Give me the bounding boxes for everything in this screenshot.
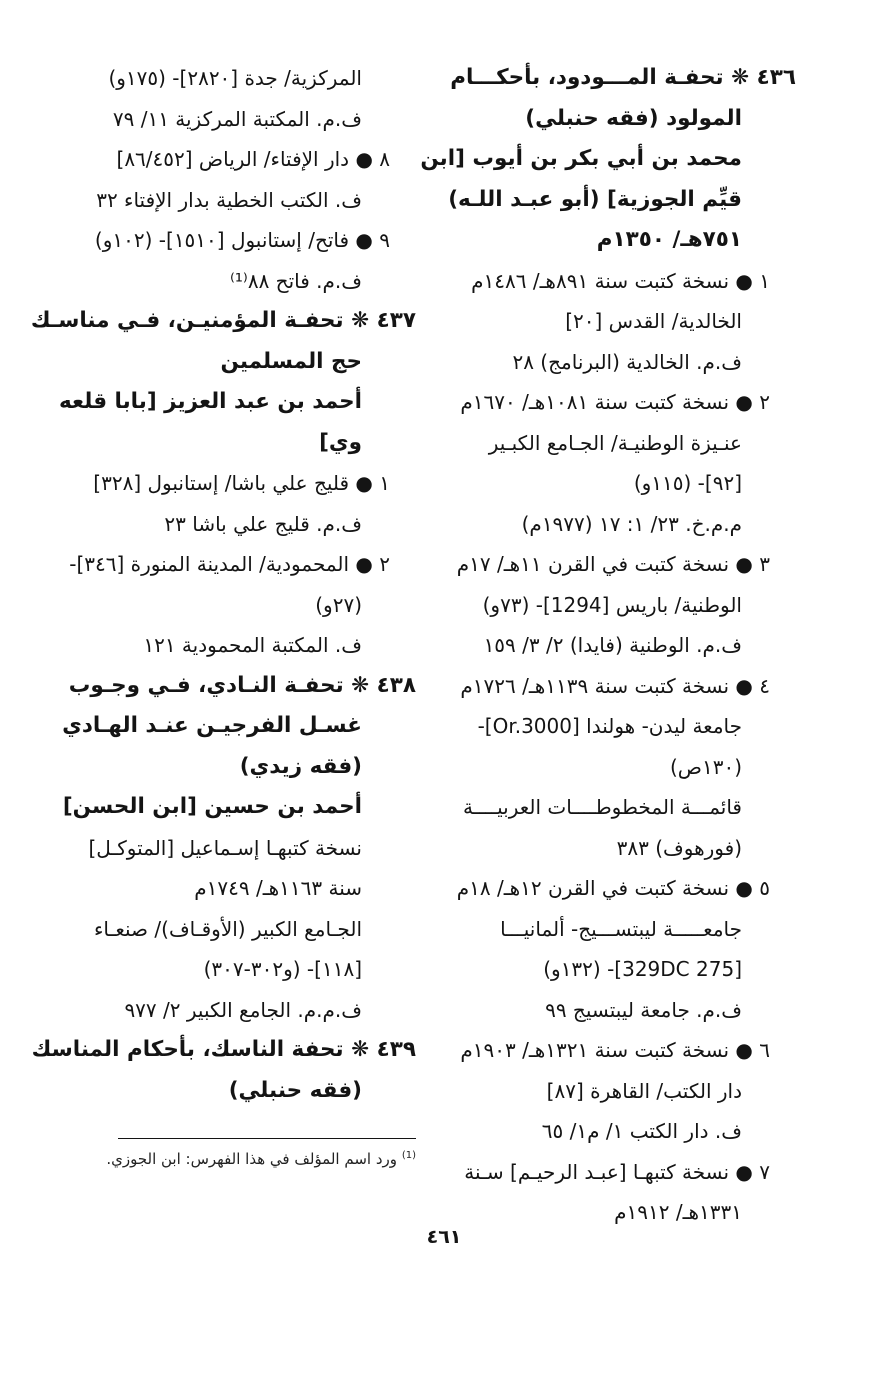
entry-heading-line: أحمد بن عبد العزيز [بابا قلعه [59,389,362,414]
left-column [30,58,416,1111]
entry-heading-line: ٤٣٨ ❋ تحفـة النـادي، فـي وجـوب [68,672,416,698]
entry-line: [329DC 275]- (١٣٢و) [543,957,742,981]
entry-line: ف.م. جامعة ليبتسيج ٩٩ [545,997,742,1022]
entry-heading-line: ٧٥١هـ/ ١٣٥٠م [596,227,742,252]
entry-heading-line: أحمد بن حسين [ابن الحسن] [62,794,362,819]
right-column [420,58,796,1233]
footnote-marker: (1) [401,1150,416,1161]
entry-line: ٩ ● فاتح/ إستانبول [١٥١٠]- (١٠٢و) [94,228,390,252]
entry-heading-line: وي] [319,429,362,455]
entry-line: ف.م.م. الجامع الكبير ٢/ ٩٧٧ [124,997,362,1022]
entry-heading-line: محمد بن أبي بكر بن أيوب [ابن [420,146,742,171]
entry-line: ٥ ● نسخة كتبت في القرن ١٢هـ/ ١٨م [456,876,770,900]
entry-line: ١ ● قليج علي باشا/ إستانبول [٣٢٨] [93,471,390,495]
entry-line: ١ ● نسخة كتبت سنة ٨٩١هـ/ ١٤٨٦م [471,268,770,293]
entry-line: [١١٨]- (و٣٠٢-٣٠٧) [203,957,362,981]
entry-line: ف. دار الكتب ١/ م١/ ٦٥ [541,1119,742,1143]
entry-line: دار الكتب/ القاهرة [٨٧] [546,1078,742,1103]
entry-line: جامعـــــة ليبتســـيج- ألمانيـــا [500,916,742,941]
entry-line: ٨ ● دار الإفتاء/ الرياض [٨٦/٤٥٢] [116,147,390,171]
entry-heading-line: (فقه زيدي) [239,753,362,779]
entry-line: الخالدية/ القدس [٢٠] [565,309,742,333]
entry-line: عنـيزة الوطنيـة/ الجـامع الكبـير [488,430,742,455]
entry-line: الوطنية/ باريس [1294]- (٧٣و) [482,592,742,617]
entry-line: (١٣٠ص) [669,754,742,779]
entry-line: ٣ ● نسخة كتبت في القرن ١١هـ/ ١٧م [456,552,770,576]
entry-line: (فورهوف) ٣٨٣ [616,835,742,860]
entry-line: قائمـــة المخطوطــــات العربيــــة [462,795,742,819]
entry-heading-line: ٤٣٧ ❋ تحفـة المؤمنيـن، فـي مناسـك [30,308,416,333]
entry-heading-line: قيِّم الجوزية] (أبو عبـد اللـه) [448,186,742,212]
entry-heading-line: (فقه حنبلي) [228,1077,362,1103]
entry-line: (٢٧و) [315,592,362,617]
entry-line: المركزية/ جدة [٢٨٢٠]- (١٧٥و) [108,66,362,90]
entry-heading-line: حج المسلمين [220,348,362,374]
footnote-text: ورد اسم المؤلف في هذا الفهرس: ابن الجوزي. [106,1150,398,1168]
entry-line: ف. المكتبة المحمودية ١٢١ [143,633,362,657]
entry-line: [٩٢]- (١١٥و) [633,471,742,495]
entry-line: ٧ ● نسخة كتبهـا [عبـد الرحيـم] سـنة [464,1159,770,1184]
entry-heading-line: غسـل الفرجيـن عنـد الهـادي [62,713,362,738]
entry-line: ف.م. الخالدية (البرنامج) ٢٨ [512,349,742,374]
entry-heading-line: ٤٣٦ ❋ تحفـة المـــودود، بأحكـــام [450,65,796,90]
entry-line: ٤ ● نسخة كتبت سنة ١١٣٩هـ/ ١٧٢٦م [460,673,770,698]
entry-line: الجـامع الكبير (الأوقـاف)/ صنعـاء [94,916,362,941]
entry-line: م.م.خ. ٢٣/ ١: ١٧ (١٩٧٧م) [521,511,742,536]
entry-line: ٢ ● نسخة كتبت سنة ١٠٨١هـ/ ١٦٧٠م [460,390,770,414]
entry-line: ف.م. قليج علي باشا ٢٣ [164,511,362,536]
entry-line: ١٣٣١هـ/ ١٩١٢م [614,1200,742,1224]
footnote-rule [118,1138,416,1139]
entry-line: نسخة كتبهـا إسـماعيل [المتوكـل] [88,835,362,860]
entry-line: ف. الكتب الخطية بدار الإفتاء ٣٢ [96,187,362,212]
entry-line: سنة ١١٦٣هـ/ ١٧٤٩م [194,876,362,900]
entry-heading-line: ٤٣٩ ❋ تحفة الناسك، بأحكام المناسك [31,1037,416,1062]
page-number: ٤٦١ [426,1226,462,1248]
entry-line: ٢ ● المحمودية/ المدينة المنورة [٣٤٦]- [69,552,390,576]
entry-line: جامعة ليدن- هولندا [Or.3000]- [477,714,742,738]
entry-line: ٦ ● نسخة كتبت سنة ١٣٢١هـ/ ١٩٠٣م [460,1038,770,1062]
entry-heading-line: المولود (فقه حنبلي) [525,105,742,131]
footnote [106,1150,416,1168]
entry-line: ف.م. فاتح ٨٨⁽¹⁾ [229,268,362,293]
entry-line: ف.م. المكتبة المركزية ١١/ ٧٩ [112,106,362,131]
entry-line: ف.م. الوطنية (فايدا) ٢/ ٣/ ١٥٩ [483,633,742,657]
